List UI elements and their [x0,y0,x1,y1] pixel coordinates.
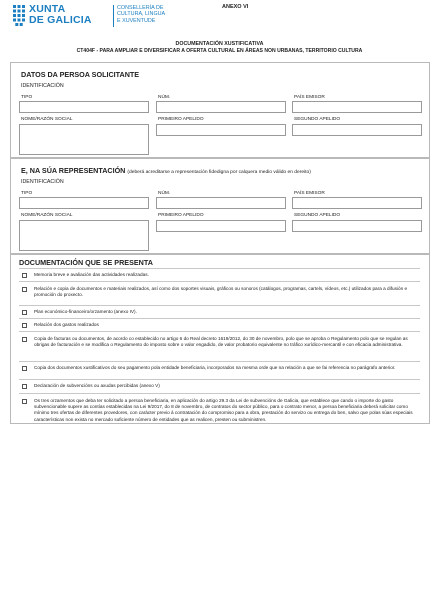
representative-surname2-label: SEGUNDO APELIDO [294,213,341,218]
documentation-item-text: Memoria breve e avaliación das actividades realizadas. [34,272,149,277]
documentation-title: DOCUMENTACIÓN QUE SE PRESENTA [19,258,153,267]
document-checkbox[interactable] [22,273,27,278]
documentation-item-text: Os tres orzamentos que deba ter solicitado a persoa beneficiaria, en aplicación do artigo 29.3 da Lei de subvencións de Galicia, que establece que cando o importe do gasto subvencionable supere as contías establecidas na Lei 9/2017, do 8 de novembro, de contratos do sector público, para o contrato menor, a persoa beneficiaria deberá solicitar como mínimo tres ofertas de diferentes provedores, con carácter previo á contratación do compromiso para a obra, prestación do servizo ou entrega do ben, salvo que polas súas especiais características non exista no mercado suficiente número de entidades que as realicen, presten ou subministren. [34,398,413,422]
representative-number-field[interactable] [156,197,286,209]
documentation-item [19,305,420,318]
representative-type-label: TIPO [21,191,33,196]
logo-main-text [29,4,92,25]
applicant-surname1-field[interactable] [156,124,286,136]
logo-line1: XUNTA [29,3,66,15]
documentation-item [19,281,420,305]
applicant-number-label: NÚM. [158,95,171,100]
annex-label: ANEXO VI [222,4,249,10]
applicant-surname2-label: SEGUNDO APELIDO [294,117,341,122]
representative-surname1-field[interactable] [156,220,286,232]
representative-title-row [21,166,311,175]
representative-name-label: NOME/RAZÓN SOCIAL [21,213,73,218]
applicant-name-label: NOME/RAZÓN SOCIAL [21,117,73,122]
applicant-surname2-field[interactable] [292,124,422,136]
logo-line2: DE GALICIA [29,14,92,26]
document-checkbox[interactable] [22,287,27,292]
applicant-name-field[interactable] [19,124,149,155]
representative-type-field[interactable] [19,197,149,209]
applicant-country-label: PAÍS EMISOR [294,95,325,100]
documentation-item [19,318,420,331]
documentation-item [19,361,420,379]
representative-country-label: PAÍS EMISOR [294,191,325,196]
representative-identification-heading: IDENTIFICACIÓN [21,179,64,185]
representative-surname2-field[interactable] [292,220,422,232]
documentation-item [19,268,420,281]
documentation-item [19,379,420,393]
representative-note: (deberá acreditarse a representación fidedigna por calquera medio válido en dereito) [127,170,311,175]
document-title: DOCUMENTACIÓN XUSTIFICATIVA [175,41,264,47]
representative-number-label: NÚM. [158,191,171,196]
applicant-type-field[interactable] [19,101,149,113]
documentation-item-text: Copia dos documentos xustificativos do seu pagamento pola entidade beneficiaria, incorporados na mesma orde que na relación a que se fai referencia no parágrafo anterior. [34,365,396,370]
xunta-emblem-icon [12,4,26,26]
document-checkbox[interactable] [22,337,27,342]
applicant-country-field[interactable] [292,101,422,113]
documentation-item [19,393,420,423]
documentation-item-text: Declaración de subvencións ou axudas percibidas (anexo V) [34,383,160,388]
documentation-item-text: Relación e copia de documentos e materiais realizados, así como dos soportes visuais, gráficos ou sonoros (catálogos, programas, cartels, vídeos, etc.) utilizados para a difusión e promoción do proxecto. [34,286,408,298]
logo-department [117,5,165,24]
applicant-section [10,62,430,158]
representative-name-field[interactable] [19,220,149,251]
document-code: CT404F - PARA AMPLIAR E DIVERSIFICAR A OFERTA CULTURAL EN ÁREAS NON URBANAS, TERRITORIO CULTURA [76,48,363,54]
document-checkbox[interactable] [22,384,27,389]
documentation-item-text: Plan económico-financeiro/orzamento (anexo IV). [34,309,137,314]
representative-country-field[interactable] [292,197,422,209]
documentation-item-text: Copia de facturas ou documentos, de acordo co establecido no artigo 6 do Real decreto 1619/2012, do 30 de novembro, polo que se aproba o Regulamento polo que se regulan as obrigas de facturación e se modifica o Regulamento do imposto sobre o valor engadido, de valor probatorio equivalente no tráfico xurídico-mercantil e con eficacia administrativa. [34,336,408,348]
document-checkbox[interactable] [22,310,27,315]
document-checkbox[interactable] [22,366,27,371]
logo-sub-line1: CONSELLERÍA DE [117,5,164,11]
applicant-title: DATOS DA PERSOA SOLICITANTE [21,70,140,79]
applicant-number-field[interactable] [156,101,286,113]
applicant-identification-heading: IDENTIFICACIÓN [21,83,64,89]
documentation-item [19,331,420,361]
logo-divider [113,5,114,27]
document-checkbox[interactable] [22,323,27,328]
logo-sub-line3: E XUVENTUDE [117,17,156,24]
representative-section [10,158,430,254]
logo-sub-line2: CULTURA, LINGUA [117,11,166,18]
representative-surname1-label: PRIMEIRO APELIDO [158,213,204,218]
applicant-type-label: TIPO [21,95,33,100]
applicant-surname1-label: PRIMEIRO APELIDO [158,117,204,122]
document-checkbox[interactable] [22,399,27,404]
xunta-logo [12,4,172,28]
documentation-item-text: Relación dos gastos realizados [34,322,99,327]
representative-title: E, NA SÚA REPRESENTACIÓN [21,166,126,175]
